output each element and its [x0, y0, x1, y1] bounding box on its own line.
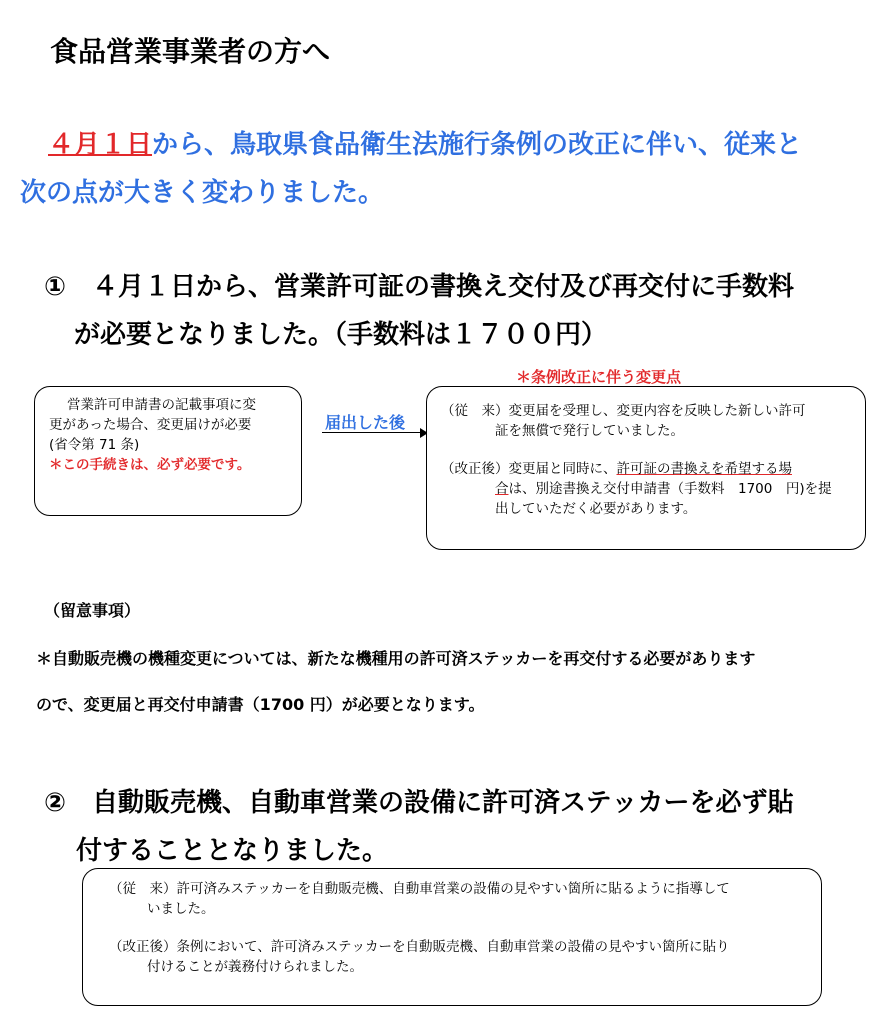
right-box: [426, 386, 866, 550]
bottom-before-text-2: いました。: [147, 901, 215, 917]
section-1-title-line-2: が必要となりました。（手数料は１７００円）: [74, 320, 608, 350]
intro-line-2: 次の点が大きく変わりました。: [20, 178, 385, 208]
left-box-line-2: 更があった場合、変更届けが必要: [49, 417, 252, 433]
right-box-after-row: [441, 459, 851, 479]
after-text-1b: 許可証の書換えを希望する場: [616, 461, 792, 477]
memo-line-2: ので、変更届と再交付申請書（1700 円）が必要となります。: [36, 695, 485, 714]
intro-text: から、鳥取県食品衛生法施行条例の改正に伴い、従来と: [152, 130, 803, 160]
bottom-before-label: （従 来）: [109, 881, 177, 897]
left-box-line-1: 営業許可申請書の記載事項に変: [67, 397, 256, 413]
section-2-title-line-2: 付することとなりました。: [76, 836, 389, 866]
right-box-after-row-2: [441, 479, 851, 499]
bottom-after-row: [109, 937, 805, 957]
arrow-line: [322, 432, 422, 433]
right-box-before-row: [441, 401, 851, 421]
after-text-3: 出していただく必要があります。: [495, 501, 697, 517]
bottom-before-row: [109, 879, 805, 899]
section-1-title-line-1: ① ４月１日から、営業許可証の書換え交付及び再交付に手数料: [44, 272, 795, 302]
intro-line-1: [48, 124, 802, 161]
after-text-2b: は、別途書換え交付申請書（手数料 1700 円)を提: [508, 481, 832, 497]
after-text-2a: 合: [495, 481, 509, 497]
change-note: ＊条例改正に伴う変更点: [516, 368, 682, 386]
bottom-after-text-2: 付けることが義務付けられました。: [147, 959, 363, 975]
left-box-note: ＊この手続きは、必ず必要です。: [49, 457, 251, 473]
left-box: [34, 386, 302, 516]
before-text-1: 変更届を受理し、変更内容を反映した新しい許可: [508, 403, 806, 419]
page-title: 食品営業事業者の方へ: [50, 35, 331, 68]
bottom-after-text-1: 条例において、許可済みステッカーを自動販売機、自動車営業の設備の見やすい箇所に貼り: [176, 939, 730, 955]
arrow-label: 届出した後: [325, 413, 406, 432]
before-label: （従 来）: [441, 403, 509, 419]
before-text-2: 証を無償で発行していました。: [495, 423, 684, 439]
after-label: （改正後）: [441, 461, 509, 477]
section-2-title-line-1: ② 自動販売機、自動車営業の設備に許可済ステッカーを必ず貼: [44, 788, 794, 818]
left-box-line-3: (省令第 71 条): [49, 437, 140, 453]
after-text-1a: 変更届と同時に、: [508, 461, 617, 477]
memo-heading: （留意事項）: [44, 601, 141, 620]
bottom-after-label: （改正後）: [109, 939, 177, 955]
bottom-box: [82, 868, 822, 1006]
memo-line-1: ＊自動販売機の機種変更については、新たな機種用の許可済ステッカーを再交付する必要があります: [36, 649, 756, 668]
bottom-before-text-1: 許可済みステッカーを自動販売機、自動車営業の設備の見やすい箇所に貼るように指導して: [176, 881, 730, 897]
intro-date: ４月１日: [48, 130, 153, 160]
